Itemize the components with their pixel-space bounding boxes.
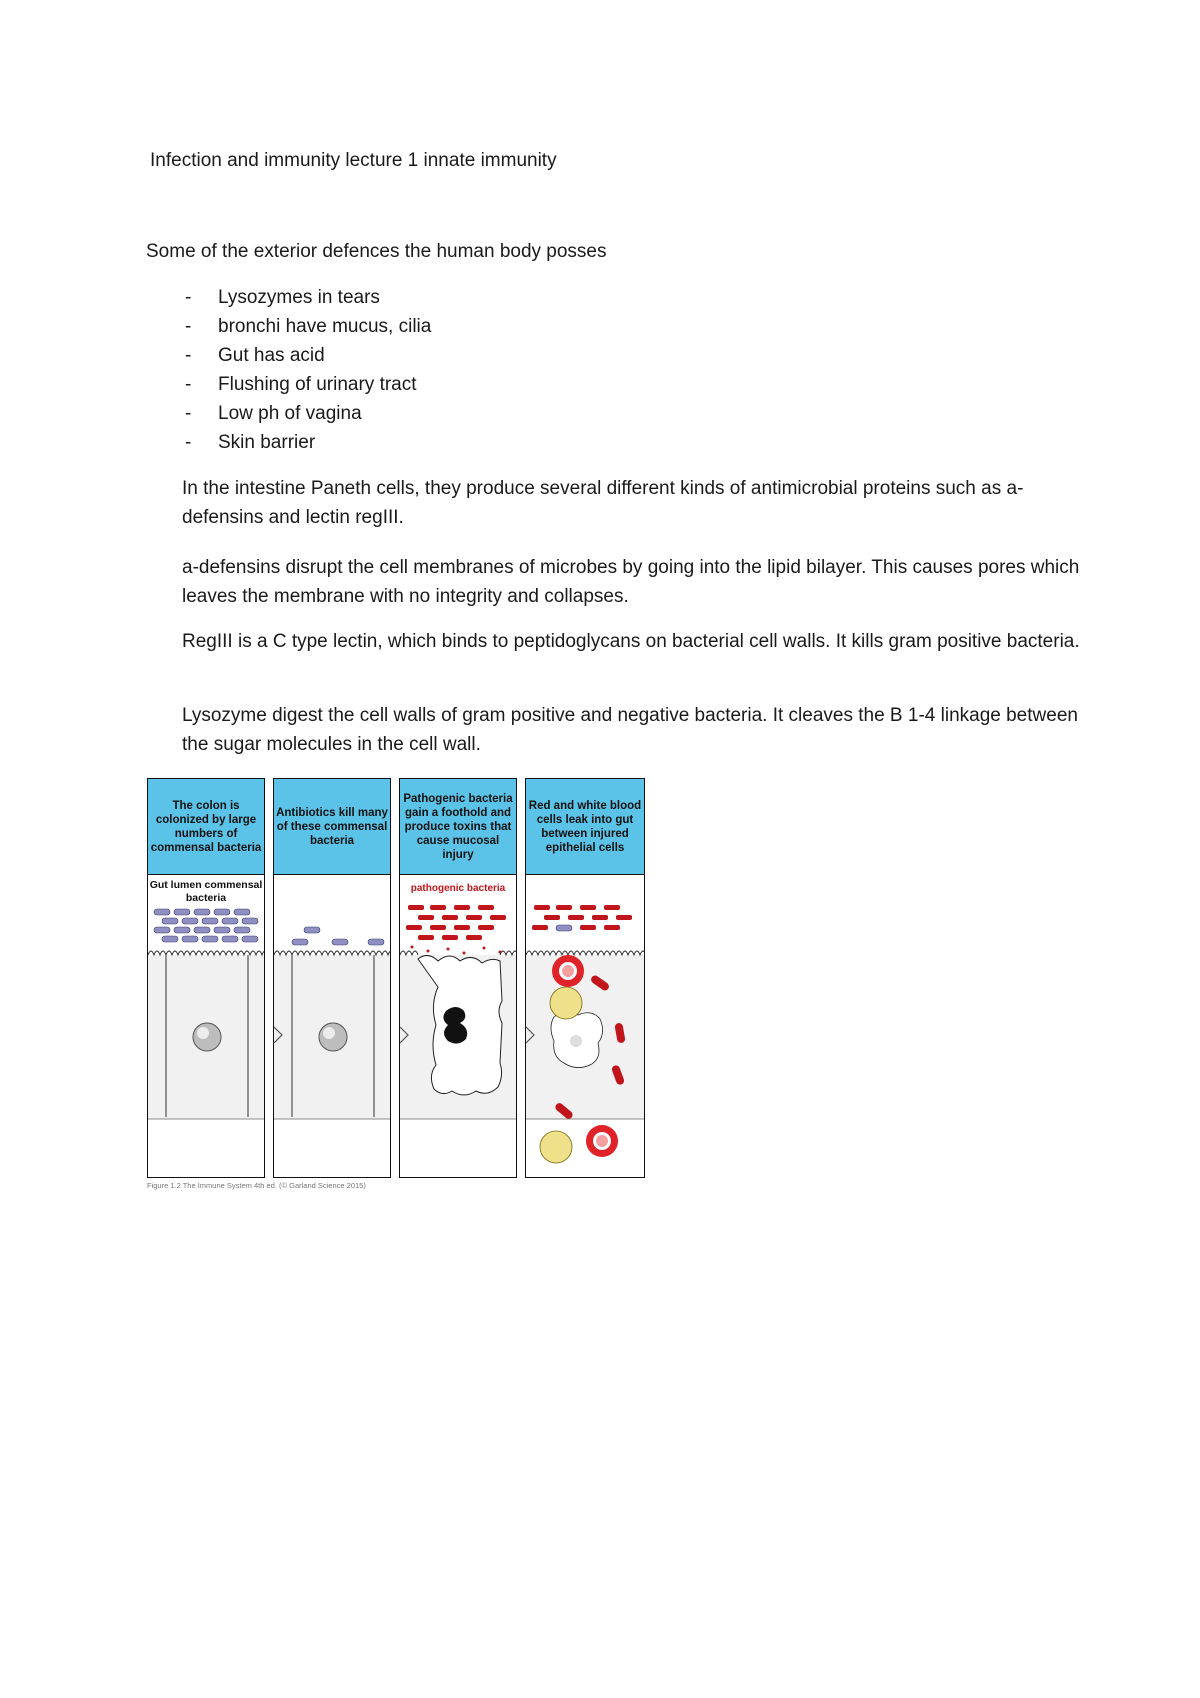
figure-panel-1 <box>147 778 265 1178</box>
panel-1-illustration <box>148 875 265 1178</box>
panel-3-label: pathogenic bacteria <box>410 883 506 894</box>
bullet-dash: - <box>185 287 192 308</box>
panel-3-header: Pathogenic bacteria gain a foothold and produce toxins that cause mucosal injury <box>400 779 516 875</box>
panel-1-label: Gut lumen commensal bacteria <box>149 879 263 904</box>
list-item-text: Flushing of urinary tract <box>218 374 417 395</box>
list-item-text: Lysozymes in tears <box>218 287 380 308</box>
paragraph-defensins: a-defensins disrupt the cell membranes of microbes by going into the lipid bilayer. This causes pores which leaves the membrane with no integrity and collapses. <box>182 557 1080 607</box>
list-item-text: bronchi have mucus, cilia <box>218 316 432 337</box>
panel-2-header: Antibiotics kill many of these commensal bacteria <box>274 779 390 875</box>
bullet-dash: - <box>185 374 192 395</box>
list-item-text: Low ph of vagina <box>218 403 362 424</box>
figure-panel-2 <box>273 778 391 1178</box>
panel-2-illustration <box>274 875 391 1178</box>
panel-1-header: The colon is colonized by large numbers of commensal bacteria <box>148 779 264 875</box>
bullet-dash: - <box>185 403 192 424</box>
figure-panel-4 <box>525 778 645 1178</box>
colon-infection-figure <box>147 778 645 1188</box>
panel-4-illustration <box>526 875 645 1178</box>
bullet-dash: - <box>185 316 192 337</box>
bullet-dash: - <box>185 345 192 366</box>
paragraph-paneth-cells: In the intestine Paneth cells, they produce several different kinds of antimicrobial proteins such as a-defensins and lectin regIII. <box>182 478 1024 528</box>
panel-4-header: Red and white blood cells leak into gut between injured epithelial cells <box>526 779 644 875</box>
figure-panel-3 <box>399 778 517 1178</box>
paragraph-lysozyme: Lysozyme digest the cell walls of gram positive and negative bacteria. It cleaves the B 1-4 linkage between the sugar molecules in the cell wall. <box>182 705 1078 755</box>
bullet-dash: - <box>185 432 192 453</box>
paragraph-regiii: RegIII is a C type lectin, which binds to peptidoglycans on bacterial cell walls. It kills gram positive bacteria. <box>182 631 1080 652</box>
intro-text: Some of the exterior defences the human body posses <box>146 241 607 262</box>
panel-3-illustration <box>400 875 517 1178</box>
page-title: Infection and immunity lecture 1 innate immunity <box>150 150 557 171</box>
list-item-text: Skin barrier <box>218 432 316 453</box>
list-item-text: Gut has acid <box>218 345 325 366</box>
figure-caption: Figure 1.2 The Immune System 4th ed. (© Garland Science 2015) <box>147 1181 366 1190</box>
